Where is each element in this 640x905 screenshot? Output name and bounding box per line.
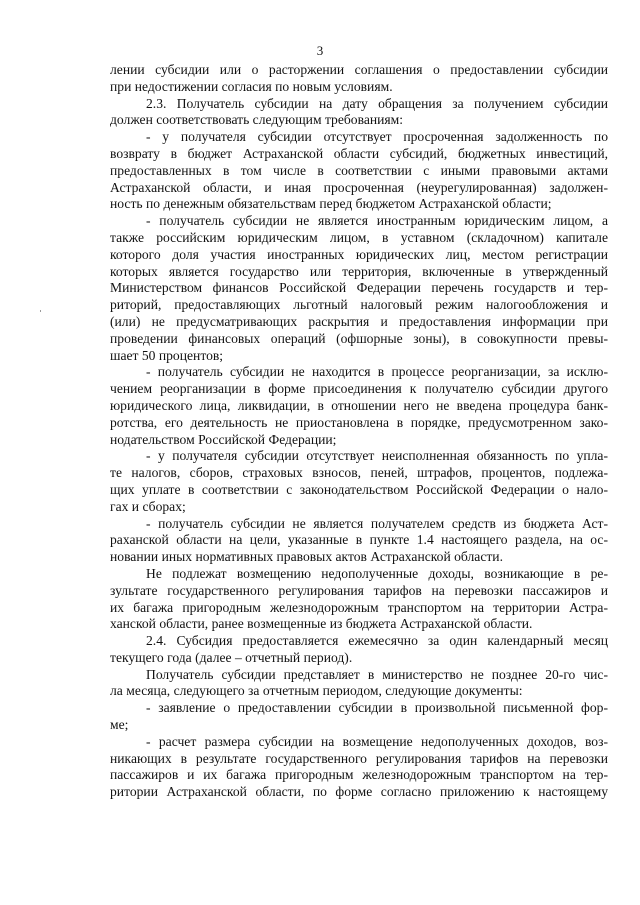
paragraph: [110, 364, 608, 448]
text-line: Получатель субсидии представляет в министерство не позднее 20-го чис-: [146, 666, 608, 682]
text-line: также российским юридическим лицом, в уставном (складочном) капитале: [110, 229, 608, 245]
text-line: шает 50 процентов;: [110, 347, 224, 363]
text-line: Не подлежат возмещению недополученные доходы, возникающие в ре-: [146, 565, 608, 581]
text-line: чением реорганизации в форме присоединения к получателю субсидии другого: [110, 381, 608, 397]
text-line: лении субсидии или о расторжении соглашения о предоставлении субсидии: [110, 62, 608, 77]
text-line: - получатель субсидии не является получателем средств из бюджета Аст-: [146, 515, 608, 531]
text-line: щих уплате в соответствии с законодательством Российской Федерации о нало-: [110, 481, 608, 497]
text-line: - расчет размера субсидии на возмещение недополученных доходов, воз-: [146, 733, 608, 749]
scan-artifact: [40, 310, 41, 312]
text-line: риторий, предоставляющих льготный налоговый режим налогообложения и: [110, 297, 608, 313]
paragraph: [110, 516, 608, 566]
text-line: 2.3. Получатель субсидии на дату обращения за получением субсидии: [146, 95, 608, 111]
text-line: которых является государство или территория, включенные в утвержденный: [110, 263, 608, 279]
paragraph: [110, 734, 608, 801]
paragraph: [110, 213, 608, 364]
text-line: при недостижении согласия по новым условиям.: [110, 78, 393, 94]
text-line: ность по денежным обязательствам перед бюджетом Астраханской области;: [110, 196, 552, 212]
text-line: ла месяца, следующего за отчетным периодом, следующие документы:: [110, 683, 523, 699]
text-line: - получатель субсидии не находится в процессе реорганизации, за исклю-: [146, 364, 608, 380]
text-line: (или) не предусматривающих раскрытия и предоставления информации при: [110, 313, 608, 329]
document-body: [110, 62, 608, 801]
paragraph: [110, 448, 608, 515]
text-line: нодательством Российской Федерации;: [110, 431, 337, 447]
text-line: ханской области, ранее возмещенные из бюджета Астраханской области.: [110, 616, 533, 632]
text-line: проведении финансовых операций (офшорные зоны), в совокупности превы-: [110, 330, 608, 346]
text-line: их багажа пригородным железнодорожным транспортом на территории Астра-: [110, 599, 608, 615]
text-line: ме;: [110, 717, 129, 733]
paragraph: [110, 62, 608, 96]
text-line: возврату в бюджет Астраханской области субсидий, бюджетных инвестиций,: [110, 145, 608, 161]
paragraph: [110, 633, 608, 667]
text-line: никающих в результате государственного регулирования тарифов на перевозки: [110, 750, 608, 766]
text-line: Министерством финансов Российской Федерации перечень государств и тер-: [110, 280, 608, 296]
text-line: предоставленных в том числе в соответствии с иными правовыми актами: [110, 162, 608, 178]
paragraph: [110, 96, 608, 130]
text-line: гах и сборах;: [110, 498, 186, 514]
text-line: ритории Астраханской области, по форме согласно приложению к настоящему: [110, 784, 608, 800]
paragraph: [110, 700, 608, 734]
text-line: 2.4. Субсидия предоставляется ежемесячно за один календарный месяц: [146, 633, 608, 649]
text-line: - у получателя субсидии отсутствует просроченная задолженность по: [146, 129, 608, 145]
paragraph: [110, 566, 608, 633]
text-line: ротства, его деятельность не приостановлена в порядке, предусмотренном зако-: [110, 414, 608, 430]
page-number: 3: [316, 43, 324, 58]
text-line: раханской области на цели, указанные в пункте 1.4 настоящего раздела, на ос-: [110, 532, 608, 548]
paragraph: [110, 129, 608, 213]
text-line: зультате государственного регулирования тарифов на перевозки пассажиров и: [110, 582, 608, 598]
text-line: новании иных нормативных правовых актов Астраханской области.: [110, 549, 503, 565]
text-line: те налогов, сборов, страховых взносов, пеней, штрафов, процентов, подлежа-: [110, 465, 608, 481]
text-line: текущего года (далее – отчетный период).: [110, 649, 353, 665]
text-line: пассажиров и их багажа пригородным железнодорожным транспортом на тер-: [110, 767, 608, 783]
text-line: юридического лица, ликвидации, в отношении него не введена процедура банк-: [110, 397, 608, 413]
paragraph: [110, 667, 608, 701]
text-line: - у получателя субсидии отсутствует неисполненная обязанность по упла-: [146, 448, 608, 464]
text-line: должен соответствовать следующим требованиям:: [110, 112, 404, 128]
text-line: которого доля участия иностранных юридических лиц, местом регистрации: [110, 246, 608, 262]
text-line: - заявление о предоставлении субсидии в произвольной письменной фор-: [146, 700, 608, 716]
text-line: - получатель субсидии не является иностранным юридическим лицом, а: [146, 213, 608, 229]
text-line: Астраханской области, и иная просроченная (неурегулированная) задолжен-: [110, 179, 608, 195]
